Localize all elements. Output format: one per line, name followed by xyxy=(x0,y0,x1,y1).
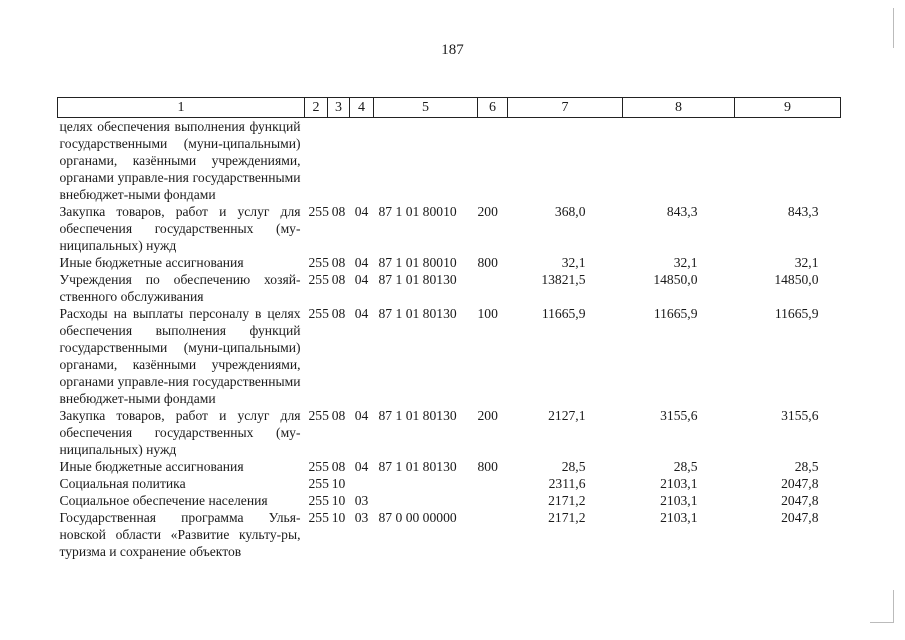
column-header-2: 2 xyxy=(305,98,328,118)
table-row xyxy=(58,305,841,407)
row-name: Закупка товаров, работ и услуг для обеспечения государственных (му-ниципальных) нужд xyxy=(59,204,301,253)
cell-subsection: 04 xyxy=(354,204,369,219)
table-row xyxy=(58,203,841,254)
row-name: Закупка товаров, работ и услуг для обеспечения государственных (му-ниципальных) нужд xyxy=(59,408,301,457)
cell-admin-code: 255 xyxy=(308,493,329,508)
cell-amount-3: 14850,0 xyxy=(774,272,819,287)
cell-expense-type xyxy=(478,492,508,509)
row-name: Иные бюджетные ассигнования xyxy=(59,459,244,474)
cell-amount-2 xyxy=(623,118,735,204)
cell-admin-code xyxy=(305,118,328,204)
cell-section: 08 xyxy=(331,204,346,219)
cell-amount-3 xyxy=(735,118,841,204)
cell-amount-3: 28,5 xyxy=(794,459,819,474)
row-name: Иные бюджетные ассигнования xyxy=(59,255,244,270)
row-name: Расходы на выплаты персоналу в целях обеспечения выполнения функций государственными (муни-ципальными) органами, казёнными учреждениями, органами управле-ния государственными внебюджет-ными фондами xyxy=(59,306,301,406)
cell-subsection xyxy=(350,118,374,204)
cell-admin-code: 255 xyxy=(308,408,329,423)
row-name: Социальная политика xyxy=(59,476,186,491)
cell-target-article: 87 1 01 80130 xyxy=(378,459,457,474)
cell-subsection: 04 xyxy=(354,272,369,287)
cell-subsection: 03 xyxy=(354,510,369,525)
cell-expense-type: 200 xyxy=(477,408,498,423)
cell-target-article: 87 0 00 00000 xyxy=(378,510,457,525)
table-row xyxy=(58,492,841,509)
cell-section: 08 xyxy=(331,306,346,321)
cell-amount-2: 28,5 xyxy=(673,459,698,474)
cell-amount-2: 14850,0 xyxy=(653,272,698,287)
cell-subsection: 04 xyxy=(354,408,369,423)
cell-amount-1: 368,0 xyxy=(554,204,586,219)
cell-subsection xyxy=(350,475,374,492)
cell-target-article: 87 1 01 80130 xyxy=(378,272,457,287)
cell-admin-code: 255 xyxy=(308,510,329,525)
cell-admin-code: 255 xyxy=(308,255,329,270)
cell-section: 10 xyxy=(331,510,346,525)
cell-target-article xyxy=(374,118,478,204)
cell-amount-2: 11665,9 xyxy=(653,306,698,321)
cell-section: 10 xyxy=(331,476,346,491)
table-row xyxy=(58,271,841,305)
cell-amount-2: 843,3 xyxy=(666,204,698,219)
cell-target-article: 87 1 01 80010 xyxy=(378,255,457,270)
cell-amount-1: 2171,2 xyxy=(548,510,586,525)
cell-amount-3: 2047,8 xyxy=(781,493,819,508)
cell-amount-1: 32,1 xyxy=(561,255,586,270)
cell-section: 08 xyxy=(331,272,346,287)
cell-amount-1: 28,5 xyxy=(561,459,586,474)
cell-amount-3: 3155,6 xyxy=(781,408,819,423)
table-row xyxy=(58,475,841,492)
cell-expense-type xyxy=(478,118,508,204)
cell-amount-1: 2171,2 xyxy=(548,493,586,508)
column-header-9: 9 xyxy=(735,98,841,118)
cell-admin-code: 255 xyxy=(308,459,329,474)
cell-target-article xyxy=(374,475,478,492)
row-name: Учреждения по обеспечению хозяй-ственного обслуживания xyxy=(59,272,301,304)
column-header-3: 3 xyxy=(328,98,350,118)
cell-amount-3: 843,3 xyxy=(787,204,819,219)
cell-subsection: 04 xyxy=(354,306,369,321)
table-row xyxy=(58,407,841,458)
page-number: 187 xyxy=(441,42,464,58)
column-header-7: 7 xyxy=(508,98,623,118)
table-row xyxy=(58,118,841,204)
cell-expense-type xyxy=(478,271,508,305)
scan-edge-right-lower xyxy=(893,590,894,622)
cell-section: 08 xyxy=(331,255,346,270)
column-number-row xyxy=(58,98,841,118)
cell-expense-type: 800 xyxy=(477,459,498,474)
cell-amount-2: 32,1 xyxy=(673,255,698,270)
cell-amount-3: 2047,8 xyxy=(781,476,819,491)
cell-expense-type: 800 xyxy=(477,255,498,270)
cell-amount-2: 2103,1 xyxy=(660,493,698,508)
cell-target-article: 87 1 01 80010 xyxy=(378,204,457,219)
row-name: Социальное обеспечение населения xyxy=(59,493,268,508)
cell-target-article: 87 1 01 80130 xyxy=(378,408,457,423)
cell-subsection: 04 xyxy=(354,255,369,270)
cell-section: 08 xyxy=(331,408,346,423)
column-header-4: 4 xyxy=(350,98,374,118)
cell-amount-2: 2103,1 xyxy=(660,476,698,491)
cell-amount-3: 32,1 xyxy=(794,255,819,270)
cell-amount-1: 13821,5 xyxy=(541,272,586,287)
column-header-1: 1 xyxy=(58,98,305,118)
cell-amount-2: 3155,6 xyxy=(660,408,698,423)
cell-amount-2: 2103,1 xyxy=(660,510,698,525)
cell-amount-1: 2127,1 xyxy=(548,408,586,423)
cell-admin-code: 255 xyxy=(308,476,329,491)
column-header-6: 6 xyxy=(478,98,508,118)
cell-expense-type: 100 xyxy=(477,306,498,321)
cell-subsection: 04 xyxy=(354,459,369,474)
scan-edge-bottom xyxy=(870,622,894,623)
cell-section: 08 xyxy=(331,459,346,474)
cell-admin-code: 255 xyxy=(308,272,329,287)
cell-expense-type xyxy=(478,475,508,492)
cell-target-article xyxy=(374,492,478,509)
scan-edge-right xyxy=(893,8,894,48)
cell-amount-1: 2311,6 xyxy=(548,476,586,491)
cell-expense-type xyxy=(478,509,508,560)
cell-subsection: 03 xyxy=(354,493,369,508)
cell-admin-code: 255 xyxy=(308,306,329,321)
table-row xyxy=(58,458,841,475)
cell-amount-1: 11665,9 xyxy=(541,306,586,321)
cell-section xyxy=(328,118,350,204)
table-row xyxy=(58,509,841,560)
cell-amount-1 xyxy=(508,118,623,204)
column-header-5: 5 xyxy=(374,98,478,118)
cell-amount-3: 11665,9 xyxy=(774,306,819,321)
cell-target-article: 87 1 01 80130 xyxy=(378,306,457,321)
column-header-8: 8 xyxy=(623,98,735,118)
cell-amount-3: 2047,8 xyxy=(781,510,819,525)
budget-table xyxy=(57,97,841,560)
cell-expense-type: 200 xyxy=(477,204,498,219)
cell-admin-code: 255 xyxy=(308,204,329,219)
row-name: Государственная программа Улья-новской области «Развитие культу-ры, туризма и сохранение объектов xyxy=(59,510,301,559)
cell-section: 10 xyxy=(331,493,346,508)
row-name: целях обеспечения выполнения функций государственными (муни-ципальными) органами, казёнными учреждениями, органами управле-ния государственными внебюджет-ными фондами xyxy=(59,119,301,202)
table-row xyxy=(58,254,841,271)
